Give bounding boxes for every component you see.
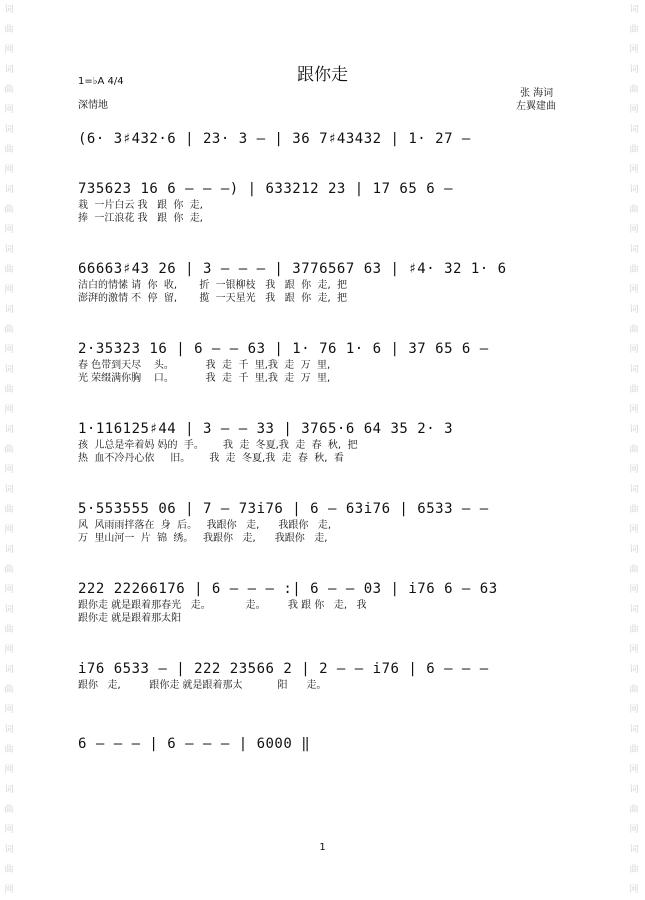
- watermark-glyph: 网: [629, 585, 639, 595]
- notation-row: 6 — — — | 6 — — — | 6000 ‖: [78, 736, 311, 752]
- lyric-row: 春 色带到天尽 头。 我 走 千 里,我 走 万 里,: [78, 360, 331, 371]
- watermark-glyph: 曲: [4, 805, 14, 815]
- lyric-row: 万 里山河一 片 锦 绣。 我跟你 走, 我跟你 走,: [78, 533, 328, 544]
- watermark-glyph: 词: [4, 185, 14, 195]
- watermark-glyph: 网: [629, 525, 639, 535]
- lyric-row: 栽 一片白云 我 跟 你 走,: [78, 200, 203, 211]
- watermark-glyph: 词: [629, 365, 639, 375]
- watermark-glyph: 曲: [4, 745, 14, 755]
- key-signature: 1=♭A 4/4: [78, 76, 124, 87]
- watermark-glyph: 词: [4, 725, 14, 735]
- score-line: [78, 500, 573, 545]
- watermark-glyph: 网: [629, 705, 639, 715]
- watermark-glyph: 曲: [629, 865, 639, 875]
- watermark-glyph: 网: [629, 405, 639, 415]
- score-line: [78, 180, 573, 225]
- watermark-glyph: 词: [629, 605, 639, 615]
- score-line: [78, 420, 573, 465]
- watermark-glyph: 词: [4, 485, 14, 495]
- watermark-glyph: 词: [4, 665, 14, 675]
- watermark-glyph: 曲: [629, 505, 639, 515]
- watermark-glyph: 词: [629, 245, 639, 255]
- notation-row: 1·116125♯44 | 3 — — 33 | 3765·6 64 35 2· 3: [78, 421, 454, 437]
- score-line: [78, 340, 573, 385]
- watermark-glyph: 网: [4, 405, 14, 415]
- notation-row: 2·35323 16 | 6 — — 63 | 1· 76 1· 6 | 37 65 6 —: [78, 341, 489, 357]
- watermark-glyph: 网: [629, 225, 639, 235]
- watermark-glyph: 网: [629, 345, 639, 355]
- watermark-glyph: 曲: [629, 145, 639, 155]
- watermark-glyph: 词: [4, 65, 14, 75]
- watermark-glyph: 网: [629, 465, 639, 475]
- watermark-left: [2, 0, 16, 900]
- watermark-glyph: 词: [4, 5, 14, 15]
- watermark-glyph: 曲: [4, 145, 14, 155]
- watermark-glyph: 曲: [629, 385, 639, 395]
- watermark-glyph: 网: [4, 825, 14, 835]
- watermark-glyph: 词: [4, 845, 14, 855]
- watermark-glyph: 网: [4, 525, 14, 535]
- page-number: 1: [319, 842, 326, 853]
- score-line: [78, 660, 573, 692]
- watermark-glyph: 曲: [629, 265, 639, 275]
- watermark-glyph: 曲: [4, 25, 14, 35]
- watermark-glyph: 曲: [629, 325, 639, 335]
- song-title: 跟你走: [297, 65, 348, 85]
- watermark-glyph: 词: [629, 845, 639, 855]
- watermark-glyph: 网: [629, 165, 639, 175]
- watermark-glyph: 网: [4, 465, 14, 475]
- watermark-glyph: 词: [629, 785, 639, 795]
- watermark-glyph: 词: [629, 5, 639, 15]
- watermark-glyph: 曲: [4, 325, 14, 335]
- watermark-glyph: 曲: [4, 865, 14, 875]
- lyric-row: 洁白的情愫 请 你 收, 折 一银柳枝 我 跟 你 走, 把: [78, 280, 348, 291]
- watermark-glyph: 曲: [629, 205, 639, 215]
- watermark-glyph: 词: [4, 125, 14, 135]
- watermark-glyph: 词: [629, 545, 639, 555]
- watermark-glyph: 曲: [629, 805, 639, 815]
- notation-row: 222 22266176 | 6 — — — :| 6 — — 03 | i76 6 — 63: [78, 581, 498, 597]
- watermark-glyph: 词: [4, 545, 14, 555]
- lyric-row: 跟你走 就是跟着那太阳: [78, 613, 182, 624]
- watermark-glyph: 网: [4, 765, 14, 775]
- watermark-glyph: 曲: [4, 505, 14, 515]
- watermark-glyph: 曲: [629, 745, 639, 755]
- watermark-glyph: 词: [629, 65, 639, 75]
- watermark-glyph: 网: [4, 885, 14, 895]
- watermark-glyph: 网: [629, 765, 639, 775]
- watermark-glyph: 曲: [4, 625, 14, 635]
- watermark-glyph: 词: [629, 665, 639, 675]
- watermark-glyph: 网: [4, 345, 14, 355]
- watermark-glyph: 词: [629, 485, 639, 495]
- watermark-glyph: 词: [4, 365, 14, 375]
- watermark-glyph: 网: [4, 45, 14, 55]
- lyric-row: 跟你走 就是跟着那春光 走。 走。 我 跟 你 走, 我: [78, 600, 367, 611]
- lyric-row: 热 血不冷丹心依 旧。 我 走 冬夏,我 走 春 秋, 看: [78, 453, 344, 464]
- watermark-glyph: 网: [4, 225, 14, 235]
- watermark-glyph: 网: [4, 585, 14, 595]
- notation-row: 66663♯43 26 | 3 — — — | 3776567 63 | ♯4· 32 1· 6: [78, 261, 507, 277]
- watermark-glyph: 词: [4, 785, 14, 795]
- watermark-glyph: 曲: [4, 565, 14, 575]
- lyric-row: 风 风雨雨拌落在 身 后。 我跟你 走, 我跟你 走,: [78, 520, 332, 531]
- lyric-row: 光 荣缀满你胸 口。 我 走 千 里,我 走 万 里,: [78, 373, 331, 384]
- watermark-glyph: 网: [4, 705, 14, 715]
- notation-row: 735623 16 6 — — —) | 633212 23 | 17 65 6 —: [78, 181, 454, 197]
- notation-row: (6· 3♯432·6 | 23· 3 — | 36 7♯43432 | 1· 27 —: [78, 131, 471, 147]
- watermark-glyph: 曲: [4, 445, 14, 455]
- lyricist-credit: 张 海词: [520, 88, 554, 99]
- notation-row: 5·553555 06 | 7 — 73i76 | 6 — 63i76 | 6533 — —: [78, 501, 489, 517]
- watermark-glyph: 词: [4, 425, 14, 435]
- notation-row: i76 6533 — | 222 23566 2 | 2 — — i76 | 6 — — —: [78, 661, 489, 677]
- watermark-glyph: 词: [4, 245, 14, 255]
- watermark-glyph: 曲: [4, 265, 14, 275]
- score-line: [78, 260, 573, 305]
- watermark-glyph: 词: [4, 305, 14, 315]
- watermark-glyph: 网: [4, 165, 14, 175]
- watermark-glyph: 网: [4, 285, 14, 295]
- watermark-right: [627, 0, 641, 900]
- score-line: [78, 735, 573, 754]
- tempo-marking: 深情地: [78, 100, 108, 111]
- lyric-row: 澎湃的激情 不 停 留, 揽 一天星光 我 跟 你 走, 把: [78, 293, 348, 304]
- watermark-glyph: 词: [629, 125, 639, 135]
- watermark-glyph: 曲: [629, 85, 639, 95]
- lyric-row: 捧 一江浪花 我 跟 你 走,: [78, 213, 203, 224]
- watermark-glyph: 网: [4, 645, 14, 655]
- watermark-glyph: 曲: [629, 565, 639, 575]
- watermark-glyph: 网: [629, 105, 639, 115]
- watermark-glyph: 曲: [4, 685, 14, 695]
- watermark-glyph: 网: [629, 885, 639, 895]
- watermark-glyph: 曲: [629, 445, 639, 455]
- watermark-glyph: 网: [629, 825, 639, 835]
- watermark-glyph: 网: [629, 285, 639, 295]
- score-line: [78, 580, 573, 625]
- watermark-glyph: 词: [629, 725, 639, 735]
- watermark-glyph: 曲: [4, 205, 14, 215]
- watermark-glyph: 曲: [4, 85, 14, 95]
- watermark-glyph: 词: [629, 185, 639, 195]
- watermark-glyph: 词: [4, 605, 14, 615]
- watermark-glyph: 网: [629, 45, 639, 55]
- score-line: [78, 130, 573, 149]
- watermark-glyph: 词: [629, 305, 639, 315]
- composer-credit: 左翼建曲: [516, 101, 556, 112]
- watermark-glyph: 词: [629, 425, 639, 435]
- watermark-glyph: 曲: [629, 625, 639, 635]
- lyric-row: 跟你 走, 跟你走 就是跟着那太 阳 走。: [78, 680, 327, 691]
- watermark-glyph: 曲: [4, 385, 14, 395]
- watermark-glyph: 曲: [629, 25, 639, 35]
- watermark-glyph: 曲: [629, 685, 639, 695]
- lyric-row: 孩 儿总是牵着妈 妈的 手。 我 走 冬夏,我 走 春 秋, 把: [78, 440, 358, 451]
- watermark-glyph: 网: [629, 645, 639, 655]
- watermark-glyph: 网: [4, 105, 14, 115]
